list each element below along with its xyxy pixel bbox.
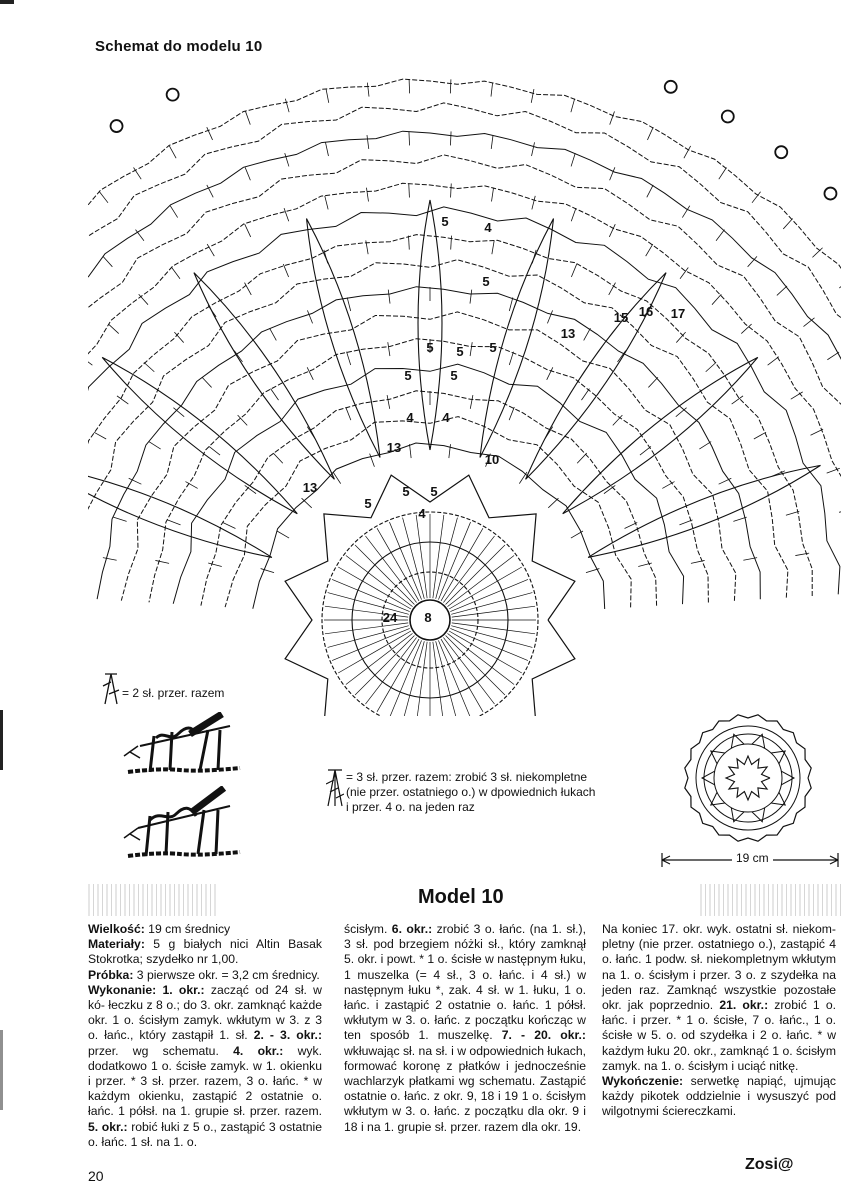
chart-stitch (531, 89, 534, 103)
chart-stitch (712, 294, 721, 304)
doily-preview-icon (662, 712, 834, 842)
chart-stitch (185, 482, 197, 489)
chart-stitch (584, 328, 591, 340)
chart-stitch (134, 167, 142, 179)
doily-ring (704, 734, 792, 822)
round-7-20-label: 7. - 20. okr.: (492, 1028, 586, 1043)
chart-stitch (783, 219, 792, 229)
chart-stitch (283, 264, 288, 277)
halftone-decoration (88, 884, 218, 916)
chart-stitch (144, 362, 154, 371)
chart-stitch (172, 268, 180, 279)
chart-stitch (88, 357, 92, 365)
chart-stitch (284, 208, 289, 221)
chart-round-arc (88, 183, 841, 592)
chart-stitch (261, 569, 274, 573)
chart-stitch (679, 520, 692, 525)
technique-sketch-hook-icon (120, 712, 250, 784)
chart-stitch (328, 626, 409, 648)
chart-stitch (610, 111, 615, 124)
chart-stitch (245, 283, 252, 295)
chart-round-number: 10 (484, 452, 500, 467)
chart-stitch (509, 407, 514, 420)
chart-round-number: 4 (406, 410, 414, 425)
doily-ring (696, 726, 800, 830)
chart-stitch (441, 639, 483, 712)
chart-stitch (388, 342, 390, 356)
chart-stitch (609, 283, 616, 295)
chart-round-number: 4 (418, 506, 426, 521)
chart-stitch (452, 606, 535, 617)
chart-petal (418, 200, 442, 450)
chart-picot (665, 81, 677, 93)
chart-stitch (571, 531, 583, 538)
instructions-column-3 (602, 922, 836, 1120)
chart-stitch (571, 153, 575, 166)
chart-stitch (367, 135, 369, 149)
chart-picot (167, 89, 179, 101)
chart-round-number: 5 (450, 368, 458, 383)
chart-stitch (449, 567, 522, 609)
chart-stitch (450, 79, 451, 93)
chart-round-number: 8 (424, 610, 432, 625)
chart-stitch (811, 429, 824, 435)
chart-stitch (446, 636, 505, 695)
chart-stitch (716, 230, 724, 241)
chart-stitch (409, 79, 410, 93)
chart-stitch (509, 297, 512, 311)
chart-stitch (346, 407, 351, 420)
chart-stitch (285, 153, 289, 166)
chart-stitch (451, 593, 532, 615)
chart-stitch (367, 83, 369, 97)
chart-round-number: 17 (670, 306, 686, 321)
round-4-text: wyk. dodatkowo 1 o. ścisłe zamyk. w 1. okienku i przer. * 3 sł. przer. razem, 3 o. łańc. * w każdym okienku, zastąpić 2 ostatnie o. łańc. 1 półsł. na 1. grupie sł. przer. razem. (88, 1043, 322, 1119)
round-1-label: 1. okr.: (156, 982, 205, 997)
chart-round-arc (88, 235, 812, 596)
chart-stitch (416, 515, 427, 598)
chart-stitch (108, 324, 118, 333)
chart-stitch (492, 188, 494, 202)
chart-stitch (208, 563, 222, 566)
chart-stitch (532, 196, 535, 210)
two-dc-together-symbol (102, 672, 120, 706)
round-6-text: zrobić 3 o. łańc. (na 1. sł.), 3 sł. pod brzegiem nóżki sł., który zamknął 5. okr. i powt. * 1 o. ścisłe w następnym łuku, 1 muszelka (= 4 sł., 3 o. łańc. i 4 sł.) w następnym łuku *, zak. 4 sł. w 1. łuku, 1 o. łańc. i zastąpić 2 ostatnie o. łańc. 1 półsł. wkłutym w 3. o. łańc. z początku kończąc w ten sposób 1. muszelkę. (344, 922, 586, 1043)
chart-stitch (680, 268, 688, 279)
chart-stitch (547, 367, 553, 380)
chart-round-arc (88, 155, 841, 591)
chart-stitch (409, 184, 410, 198)
chart-stitch (103, 256, 112, 266)
chart-stitch (347, 297, 350, 311)
chart-stitch (174, 332, 183, 342)
schema-title: Schemat do modelu 10 (95, 38, 263, 55)
chart-stitch (99, 192, 108, 203)
chart-stitch (547, 310, 552, 323)
chart-stitch (338, 567, 411, 609)
chart-stitch (571, 99, 575, 112)
size-text: 19 cm średnicy (144, 922, 231, 936)
chart-stitch (610, 167, 615, 180)
doily-petal (752, 734, 765, 748)
instructions-column-1 (88, 922, 322, 1150)
round-4-label: 4. okr.: (218, 1043, 284, 1058)
chart-stitch (676, 408, 687, 417)
chart-round-arc (173, 364, 683, 604)
chart-stitch (768, 357, 779, 365)
chart-stitch (691, 560, 705, 563)
chart-petal (307, 219, 381, 458)
round-2-3-text: przer. wg schematu. (88, 1043, 219, 1058)
chart-stitch (777, 286, 787, 296)
chart-round-number: 5 (489, 340, 497, 355)
chart-stitch (684, 146, 691, 158)
legend-two-dc-text: = 2 sł. przer. razem (122, 686, 225, 700)
finishing-label: Wykończenie: (602, 1074, 684, 1089)
chart-round-arc (149, 339, 708, 603)
chart-stitch (491, 135, 493, 149)
doily-ring (714, 744, 782, 812)
chart-stitch (170, 206, 177, 218)
chart-stitch (662, 482, 674, 489)
chart-round-arc (88, 131, 841, 589)
materials-text: 5 g białych nici Altin Basak Stokrotka; szydełko nr 1,00. (88, 937, 322, 967)
chart-stitch (646, 244, 653, 256)
chart-round-number: 5 (482, 274, 490, 289)
round-6-label: 6. okr.: (387, 922, 433, 936)
chart-stitch (581, 389, 589, 401)
chart-stitch (149, 442, 161, 450)
chart-stitch (366, 188, 368, 202)
chart-stitch (803, 318, 814, 327)
doily-petal (731, 808, 744, 822)
chart-stitch (409, 236, 410, 250)
chart-round-arc (121, 312, 736, 601)
chart-stitch (410, 444, 412, 458)
chart-round-number: 5 (441, 214, 449, 229)
round-5-text: robić łuki z 5 o., zastąpić 3 ostatnie o. łańc. 1 sł. na 1. o. (88, 1119, 322, 1149)
three-dc-together-symbol (326, 768, 344, 808)
chart-stitch (699, 442, 711, 450)
chart-stitch (640, 446, 651, 455)
chart-stitch (245, 167, 250, 180)
chart-stitch (326, 89, 329, 103)
chart-stitch (706, 362, 716, 371)
dimension-label: 19 cm (732, 851, 773, 865)
chart-stitch (347, 352, 351, 365)
chart-round-number: 5 (402, 484, 410, 499)
chart-stitch (302, 498, 312, 508)
chart-stitch (733, 517, 746, 521)
chart-stitch (409, 131, 410, 145)
chart-stitch (682, 206, 689, 218)
chart-stitch (452, 623, 535, 634)
materials-label: Materiały: (88, 937, 145, 952)
chart-stitch (307, 367, 313, 380)
chart-petal (480, 219, 554, 458)
chart-round-number: 24 (382, 610, 398, 625)
doily-petal (731, 734, 744, 748)
chart-stitch (491, 83, 493, 97)
chart-stitch (167, 520, 180, 525)
chart-stitch (285, 99, 289, 112)
finishing-text: serwetkę napiąć, ujmując każdy pikotek oddzielnie i wysuszyć pod wilgotnymi ściereczkami. (602, 1074, 836, 1119)
chart-stitch (234, 351, 242, 362)
page-number: 20 (88, 1168, 104, 1184)
chart-stitch (245, 224, 251, 237)
chart-round-number: 13 (386, 440, 402, 455)
chart-stitch (786, 511, 799, 515)
chart-round-number: 5 (364, 496, 372, 511)
chart-stitch (470, 342, 472, 356)
chart-stitch (532, 142, 535, 156)
round-1-text: zacząć od 24 sł. w kó- łeczku z 8 o.; do 3. okr. zamknąć każde okr. 1 o. ścisłym zamyk. wkłutym w 3. z 3 o. łańc., który zastąpił 1. sł. (88, 982, 322, 1043)
chart-stitch (548, 498, 558, 508)
chart-stitch (271, 389, 279, 401)
chart-stitch (338, 631, 411, 673)
chart-stitch (403, 518, 425, 599)
chart-round-number: 5 (456, 344, 464, 359)
chart-round-number: 4 (484, 220, 492, 235)
chart-stitch (509, 352, 513, 365)
chart-round-number: 5 (404, 368, 412, 383)
chart-stitch (94, 432, 106, 439)
crochet-chart (88, 66, 841, 716)
chart-stitch (752, 192, 761, 203)
execution-label: Wykonanie: (88, 982, 157, 997)
chart-stitch (270, 328, 277, 340)
model-title: Model 10 (418, 886, 504, 908)
chart-stitch (277, 531, 289, 538)
chart-stitch (446, 545, 505, 604)
chart-stitch (451, 626, 532, 648)
chart-picot (824, 188, 836, 200)
chart-round-arc (88, 207, 840, 594)
chart-stitch (436, 518, 458, 599)
chart-round-number: 13 (302, 480, 318, 495)
chart-stitch (433, 515, 444, 598)
chart-stitch (625, 522, 638, 528)
chart-stitch (388, 290, 390, 304)
chart-stitch (246, 111, 251, 124)
chart-round-number: 5 (426, 340, 434, 355)
chart-stitch (648, 377, 658, 387)
chart-stitch (613, 415, 623, 425)
chart-stitch (325, 196, 328, 210)
chart-stitch (209, 446, 220, 455)
halftone-decoration (700, 884, 841, 916)
chart-stitch (117, 396, 128, 404)
chart-stitch (719, 167, 727, 179)
chart-stitch (387, 395, 390, 409)
chart-stitch (470, 290, 472, 304)
chart-stitch (307, 310, 312, 323)
round-5-label: 5. okr.: (88, 1119, 128, 1134)
chart-stitch (449, 631, 522, 673)
round-21-label: 21. okr.: (713, 998, 769, 1013)
round-7-20-text: wkłuwając sł. na sł. i w odpowiednich łukach, formować koronę z płatków i jednocześnie wachlarzyk płatkami wg schematu. Zastąpić ostatnie o. łańc. z okr. 9, 18 i 19 1 o. ścisłym wkłutym w 3. o. łańc. z początku dla okr. 9 i 18 i na 1. grupie sł. przer. razem dla okr. 19. (344, 1043, 586, 1134)
chart-stitch (169, 146, 176, 158)
size-label: Wielkość: (88, 922, 145, 936)
legend-three-dc-text: = 3 sł. przer. razem: zrobić 3 sł. niekompletne (nie przer. ostatniego o.) w dpowiednich łukach i przer. 4 o. na jeden raz (346, 770, 596, 814)
chart-stitch (571, 208, 576, 221)
chart-round-number: 13 (560, 326, 576, 341)
chart-picot (775, 146, 787, 158)
chart-stitch (470, 395, 473, 409)
chart-picot (111, 120, 123, 132)
chart-stitch (827, 352, 839, 360)
chart-stitch (492, 240, 494, 254)
chart-stitch (571, 264, 576, 277)
doily-petal (752, 808, 765, 822)
chart-stitch (223, 522, 236, 528)
chart-stitch (450, 131, 451, 145)
chart-stitch (451, 236, 452, 250)
chart-stitch (155, 560, 169, 563)
chart-stitch (113, 517, 126, 521)
chart-stitch (377, 639, 419, 712)
chart-stitch (449, 444, 451, 458)
chart-stitch (433, 642, 444, 716)
chart-picot (722, 110, 734, 122)
chart-stitch (207, 244, 214, 256)
round-2-3-label: 2. - 3. okr.: (247, 1028, 322, 1043)
chart-petal (102, 357, 297, 513)
chart-stitch (754, 432, 766, 439)
chart-stitch (103, 558, 117, 561)
chart-stitch (355, 545, 414, 604)
chart-stitch (577, 453, 587, 463)
chart-stitch (273, 453, 283, 463)
sample-label: Próbka: (88, 967, 134, 982)
chart-stitch (202, 377, 212, 387)
chart-round-number: 15 (613, 310, 629, 325)
chart-stitch (647, 185, 653, 197)
chart-petal (563, 357, 758, 513)
chart-round-number: 4 (442, 410, 450, 425)
col2-intro-text: ścisłym. (344, 922, 388, 936)
instructions-column-2 (344, 922, 586, 1135)
chart-stitch (416, 642, 427, 716)
technique-sketch-hook-icon (120, 786, 250, 866)
doily-center-star (726, 756, 770, 800)
chart-stitch (647, 127, 653, 140)
chart-stitch (325, 142, 328, 156)
chart-stitch (355, 636, 414, 695)
chart-stitch (451, 184, 452, 198)
chart-round-number: 5 (430, 484, 438, 499)
round-21-text: zrobić 1 o. łańc. i przer. * 1 o. ścisłe, 7 o. łańc., 1 o. ścisłe w 5. o. od szydełka i 2 o. łańc. * w każdym łuku 20. okr., zamknąć 1 o. ścisłym zamyk. na 1. o. ścisłym i uciąć nitkę. (602, 998, 836, 1073)
signature: Zosi@ (745, 1156, 794, 1173)
sample-text: 3 pierwsze okr. = 3,2 cm średnicy. (133, 967, 320, 982)
chart-stitch (139, 294, 148, 304)
col3-intro-text: Na koniec 17. okr. wyk. ostatni sł. niekom- pletny (nie przer. ostatniego o.), zastąpić 4 o. łańc. 1 podw. sł. niekompletnym wkłutym na 1. o. ścisłym i przer. 3 o. z szydełka na jeden raz. Zamknąć wszystkie pozostałe okr. jak poprzednio. (602, 922, 836, 1013)
chart-stitch (377, 528, 419, 601)
chart-round-arc (253, 443, 605, 609)
chart-stitch (441, 528, 483, 601)
chart-round-number: 16 (638, 304, 654, 319)
